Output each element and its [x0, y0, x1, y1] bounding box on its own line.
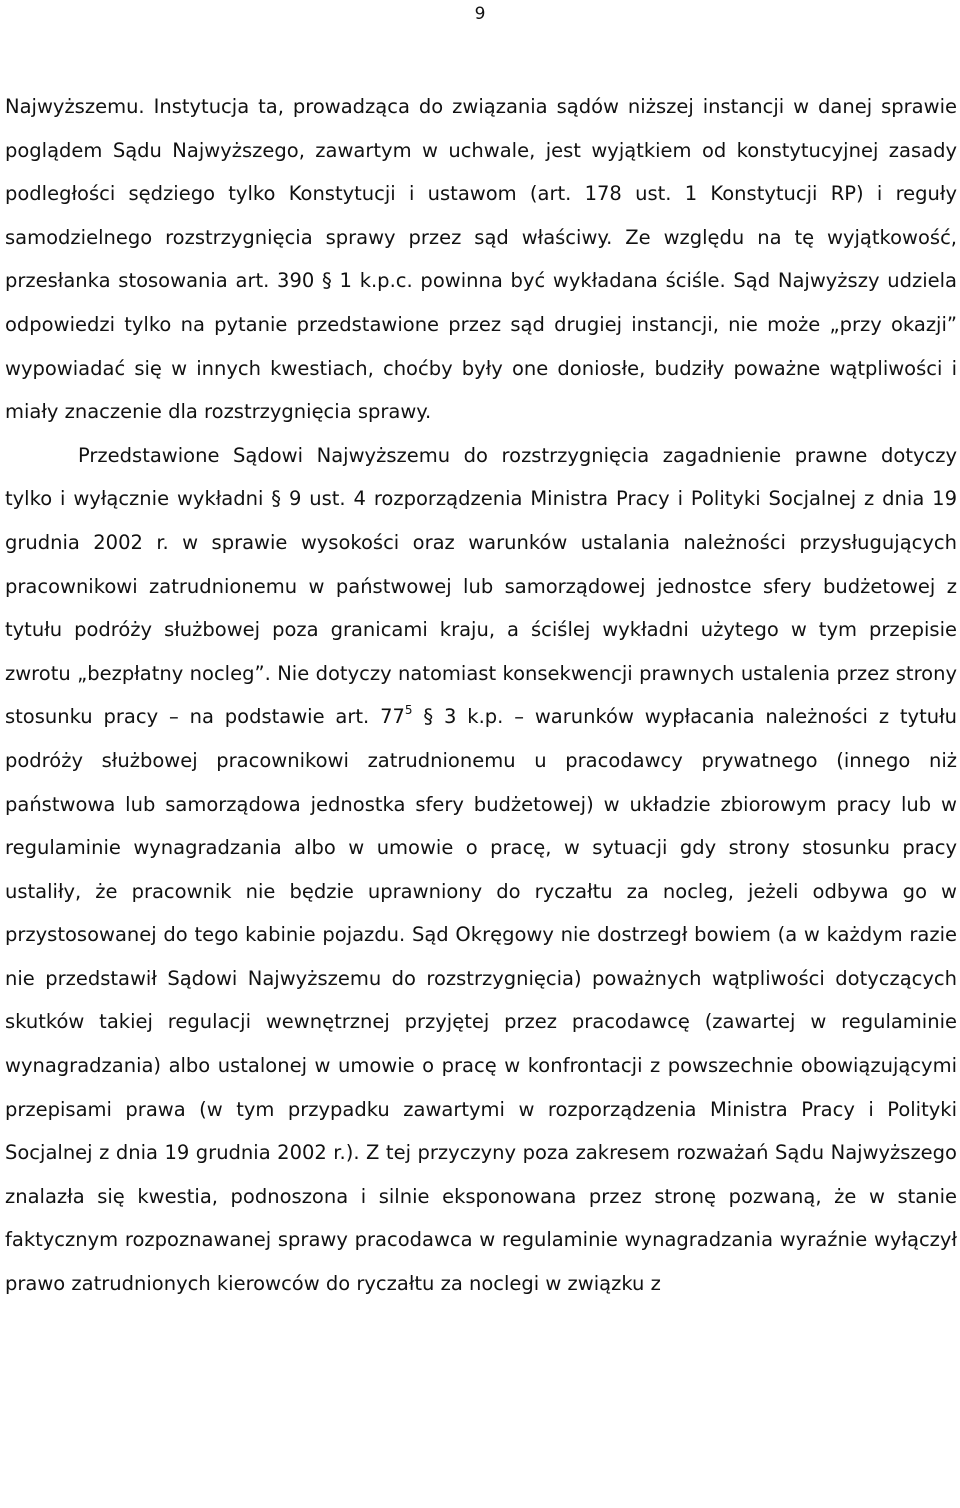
paragraph-text: § 3 k.p. – warunków wypłacania należności z tytułu podróży służbowej pracownikowi zatrudnionemu u pracodawcy prywatnego (innego niż państwowa lub samorządowa jednostka sfery budżetowej) w układzie zbiorowym pracy lub w regulaminie wynagradzania albo w umowie o pracę, w sytuacji gdy strony stosunku pracy ustaliły, że pracownik nie będzie uprawniony do ryczałtu za nocleg, jeżeli odbywa go w przystosowanej do tego kabinie pojazdu. Sąd Okręgowy nie dostrzegł bowiem (a w każdym razie nie przedstawił Sądowi Najwyższemu do rozstrzygnięcia) poważnych wątpliwości dotyczących skutków takiej regulacji wewnętrznej przyjętej przez pracodawcę (zawartej w regulaminie wynagradzania) albo ustalonej w umowie o pracę w konfrontacji z powszechnie obowiązującymi przepisami prawa (w tym przypadku zawartymi w rozporządzenia Ministra Pracy i Polityki Socjalnej z dnia 19 grudnia 2002 r.). Z tej przyczyny poza zakresem rozważań Sądu Najwyższego znalazła się kwestia, podnoszona i silnie eksponowana przez stronę pozwaną, że w stanie faktycznym rozpoznawanej sprawy pracodawca w regulaminie wynagradzania wyraźnie wyłączył prawo zatrudnionych kierowców do ryczałtu za noclegi w związku z [5, 705, 958, 1296]
superscript: 5 [404, 703, 413, 718]
paragraph-text: Przedstawione Sądowi Najwyższemu do rozstrzygnięcia zagadnienie prawne dotyczy tylko i wyłącznie wykładni § 9 ust. 4 rozporządzenia Ministra Pracy i Polityki Socjalnej z dnia 19 grudnia 2002 r. w sprawie wysokości oraz warunków ustalania należności przysługujących pracownikowi zatrudnionemu w państwowej lub samorządowej jednostce sfery budżetowej z tytułu podróży służbowej poza granicami kraju, a ściślej wykładni użytego w tym przepisie zwrotu „bezpłatny nocleg”. Nie dotyczy natomiast konsekwencji prawnych ustalenia przez strony stosunku pracy – na podstawie art. 77 [5, 443, 957, 729]
document-body [5, 85, 957, 1306]
page-number: 9 [474, 4, 486, 24]
paragraph [5, 85, 957, 434]
paragraph [5, 434, 957, 1306]
paragraph-text: Najwyższemu. Instytucja ta, prowadząca do związania sądów niższej instancji w danej sprawie poglądem Sądu Najwyższego, zawartym w uchwale, jest wyjątkiem od konstytucyjnej zasady podległości sędziego tylko Konstytucji i ustawom (art. 178 ust. 1 Konstytucji RP) i reguły samodzielnego rozstrzygnięcia sprawy przez sąd właściwy. Ze względu na tę wyjątkowość, przesłanka stosowania art. 390 § 1 k.p.c. powinna być wykładana ściśle. Sąd Najwyższy udziela odpowiedzi tylko na pytanie przedstawione przez sąd drugiej instancji, nie może „przy okazji” wypowiadać się w innych kwestiach, choćby były one doniosłe, budziły poważne wątpliwości i miały znaczenie dla rozstrzygnięcia sprawy. [5, 95, 957, 424]
